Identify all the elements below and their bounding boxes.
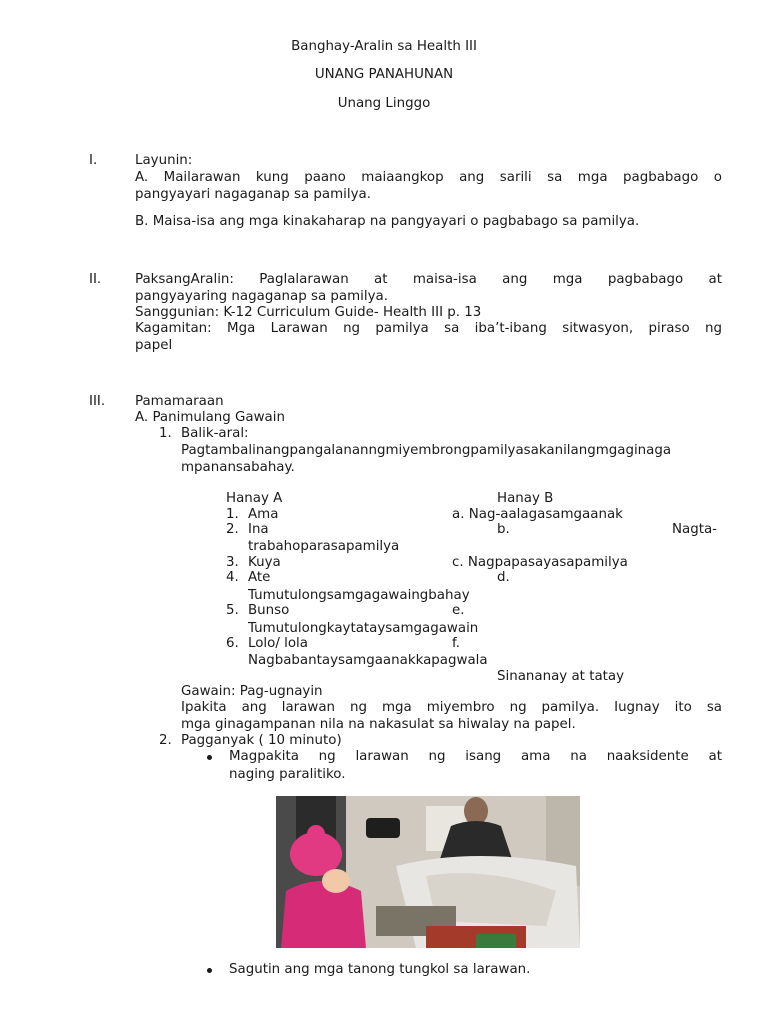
hanay-b-item: c. Nagpapasayasapamilya bbox=[452, 555, 628, 570]
hanay-b-item: b. bbox=[497, 522, 510, 537]
pair-number: 4. bbox=[226, 570, 239, 585]
objective-b: B. Maisa-isa ang mga kinakaharap na pangyayari o pagbabago sa pamilya. bbox=[135, 214, 640, 229]
hanay-b-continuation-2: Sinananay at tatay bbox=[497, 669, 625, 684]
bullet-2: Sagutin ang mga tanong tungkol sa larawan. bbox=[229, 962, 531, 977]
hanay-b-continuation: Tumutulongkaytataysamgagawain bbox=[248, 621, 479, 636]
hanay-b-item: f. bbox=[452, 636, 460, 651]
section-3-heading: Pamamaraan bbox=[135, 394, 224, 409]
item-1-text-line2: mpanansabahay. bbox=[181, 460, 295, 475]
hanay-a-item: Ate bbox=[248, 570, 271, 585]
item-1-text-line1: Pagtambalinangpangalananngmiyembrongpamilyasakanilangmgaginaga bbox=[181, 443, 672, 458]
ipakita-line2: mga ginagampanan nila na nakasulat sa hiwalay na papel. bbox=[181, 717, 576, 732]
item-2-number: 2. bbox=[159, 733, 172, 748]
section-3-number: III. bbox=[89, 394, 106, 409]
objective-a-line2: pangyayari nagaganap sa pamilya. bbox=[135, 187, 372, 202]
hanay-a-item: Ama bbox=[248, 507, 279, 522]
hanay-b-item: d. bbox=[497, 570, 510, 585]
pair-number: 1. bbox=[226, 507, 239, 522]
hanay-b-continuation: Nagbabantaysamgaanakkapagwala bbox=[248, 653, 488, 668]
objective-a-line1: A. Mailarawan kung paano maiaangkop ang sarili sa mga pagbabago o bbox=[135, 170, 722, 185]
bullet-marker bbox=[207, 755, 212, 760]
paksa-line2: pangyayaring nagaganap sa pamilya. bbox=[135, 289, 388, 304]
kagamitan-line2: papel bbox=[135, 338, 173, 353]
hanay-b-continuation: Tumutulongsamgagawaingbahay bbox=[248, 588, 470, 603]
section-1-number: I. bbox=[89, 153, 98, 168]
period-label: UNANG PANAHUNAN bbox=[314, 67, 454, 82]
hanay-b-item: e. bbox=[452, 603, 465, 618]
hanay-b-heading: Hanay B bbox=[497, 491, 554, 506]
bullet-marker bbox=[207, 968, 212, 973]
hanay-b-item: a. Nag-aalagasamgaanak bbox=[452, 507, 623, 522]
paksa-line1: PaksangAralin: Paglalarawan at maisa-isa ang mga pagbabago at bbox=[135, 272, 722, 287]
item-2-label: Pagganyak ( 10 minuto) bbox=[181, 733, 342, 748]
bullet-1-line1: Magpakita ng larawan ng isang ama na naaksidente at bbox=[229, 749, 722, 764]
subsection-a-heading: A. Panimulang Gawain bbox=[135, 410, 285, 425]
sanggunian: Sanggunian: K-12 Curriculum Guide- Health III p. 13 bbox=[135, 305, 482, 320]
week-label: Unang Linggo bbox=[337, 96, 431, 111]
hanay-a-item: Ina bbox=[248, 522, 269, 537]
hanay-a-item: Kuya bbox=[248, 555, 281, 570]
hanay-b-continuation: trabahoparasapamilya bbox=[248, 539, 400, 554]
pair-number: 3. bbox=[226, 555, 239, 570]
section-2-number: II. bbox=[89, 272, 102, 287]
document-title: Banghay-Aralin sa Health III bbox=[291, 39, 477, 54]
gawain-label: Gawain: Pag-ugnayin bbox=[181, 684, 323, 699]
section-1-heading: Layunin: bbox=[135, 153, 193, 168]
item-1-number: 1. bbox=[159, 426, 172, 441]
photo-illustration bbox=[276, 796, 580, 948]
pair-number: 6. bbox=[226, 636, 239, 651]
hanay-a-item: Bunso bbox=[248, 603, 290, 618]
kagamitan-line1: Kagamitan: Mga Larawan ng pamilya sa iba’t-ibang sitwasyon, piraso ng bbox=[135, 321, 722, 336]
hanay-b-item-right: Nagta- bbox=[672, 522, 718, 537]
pair-number: 5. bbox=[226, 603, 239, 618]
family-photo bbox=[276, 796, 580, 948]
hanay-a-item: Lolo/ lola bbox=[248, 636, 308, 651]
ipakita-line1: Ipakita ang larawan ng mga miyembro ng pamilya. Iugnay ito sa bbox=[181, 700, 722, 715]
hanay-a-heading: Hanay A bbox=[226, 491, 283, 506]
bullet-1-line2: naging paralitiko. bbox=[229, 767, 346, 782]
pair-number: 2. bbox=[226, 522, 239, 537]
item-1-label: Balik-aral: bbox=[181, 426, 249, 441]
